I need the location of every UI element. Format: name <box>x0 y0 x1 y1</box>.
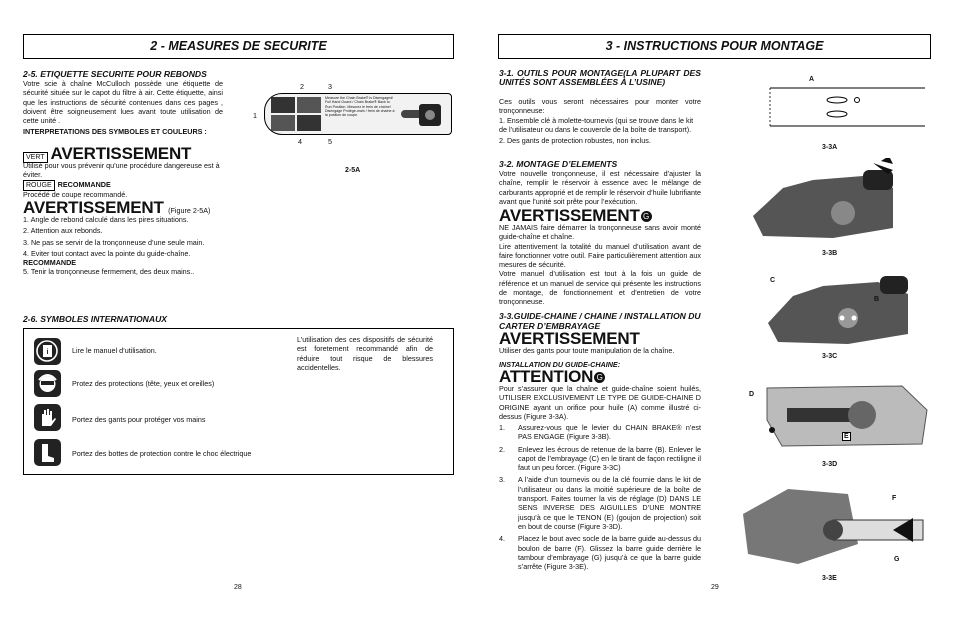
list-item: 1. Ensemble clé à molette-tournevis (qui se trouve dans le kit de l’utilisateur ou dans le couvercle de la boîte de transport). <box>499 116 694 135</box>
symbol-text-protection: Protez des protections (tête, yeux et oreilles) <box>72 379 215 388</box>
recommande-heading: RECOMMANDE <box>23 258 77 267</box>
installation-steps <box>499 423 701 571</box>
kickback-label-figure <box>252 78 454 158</box>
figure-number-3: 3 <box>328 82 332 91</box>
manual-icon <box>34 338 61 365</box>
section-2-6-title: 2-6. SYMBOLES INTERNATIONAUX <box>23 314 168 324</box>
label-f: F <box>892 495 897 502</box>
figure-number-1: 1 <box>253 111 257 120</box>
install-title: INSTALLATION DU GUIDE-CHAINE: <box>499 360 621 369</box>
label-a: A <box>809 76 815 83</box>
figure-3-3e <box>738 484 933 570</box>
symbols-note: L’utilisation des ces dispositifs de sécurité est foretement recommandé afin de réduire tout risque de blessures accidentelles. <box>297 335 433 372</box>
section-3-1-title: 3-1. OUTILS POUR MONTAGE(LA PLUPART DES UNITÉS SONT ASSEMBLÉES À L’USINE) <box>499 68 701 87</box>
attention-text: ATTENTION <box>499 367 594 386</box>
rouge-tag: ROUGE <box>23 180 55 191</box>
figure-3-3c <box>758 268 928 348</box>
vert-tag: VERT <box>23 152 48 163</box>
section-3-3-title: 3-3.GUIDE-CHAINE / CHAINE / INSTALLATION DU CARTER D’EMBRAYAGE <box>499 311 701 331</box>
label-e: E <box>844 433 849 440</box>
avertissement-heading-3: AVERTISSEMENT <box>499 206 640 225</box>
chainsaw-illustration-b <box>743 158 933 246</box>
list-item: 2. Attention aux rebonds. <box>23 226 103 236</box>
figure-3-3a <box>765 78 930 138</box>
label-b: B <box>874 296 880 303</box>
figure-number-5: 5 <box>328 137 332 146</box>
chainsaw-icon <box>399 98 449 132</box>
label-c: C <box>770 277 776 284</box>
section-3-1-list <box>499 116 701 145</box>
section-2-5-title: 2-5. ETIQUETTE SECURITE POUR REBONDS <box>23 69 207 79</box>
interpretation-title: INTERPRETATIONS DES SYMBOLES ET COULEURS : <box>23 127 207 136</box>
avertissement-g-p2: Lire attentivement la totalité du manuel d’utilisation avant de faire fonctionner votre outil. Faire particulièrement attention aux mesures de sécurité. <box>499 241 701 270</box>
figure-3-3b-caption: 3-3B <box>822 250 838 257</box>
avertissement-list <box>23 215 253 258</box>
rouge-label: RECOMMANDE <box>57 180 111 189</box>
section-3-2-paragraph: Votre nouvelle tronçonneuse, il est nécessaire d’ajuster la chaîne, remplir le réservoir à essence avec le mélange de carburants approprié et de remplir le réservoir d’huile lubrifiante avant que l’unité soit prête pour l’exécution. <box>499 169 701 206</box>
safety-label <box>264 93 452 135</box>
step-4: 4. Placez le bout avec socle de la barre guide au-dessus du boulon de barre (F). Glissez la barre guide derrière le tambour d’embrayage (G) jusqu’à ce que la barre guide s’arrête (Figure 3-3E). <box>499 534 701 572</box>
label-pictograms <box>271 97 321 131</box>
avertissement-heading: AVERTISSEMENT <box>50 144 192 163</box>
symbol-text-boots: Portez des bottes de protection contre le choc électrique <box>72 449 252 458</box>
label-g: G <box>894 556 900 563</box>
list-item: 4. Eviter tout contact avec la pointe du guide-chaîne. <box>23 248 191 258</box>
left-page-number: 28 <box>234 584 242 591</box>
figure-3-3a-caption: 3-3A <box>822 144 838 151</box>
step-1: 1. Assurez-vous que le levier du CHAIN BRAKE® n’est PAS ENGAGE (Figure 3-3B). <box>499 423 701 442</box>
figure-3-3d-caption: 3-3D <box>822 461 838 468</box>
symbol-text-gloves: Portez des gants pour protéger vos mains <box>72 415 206 424</box>
figure-reference: (Figure 2-5A) <box>168 206 211 215</box>
svg-text:i: i <box>46 349 49 356</box>
head-protection-icon <box>34 370 61 397</box>
g-warning-icon: G <box>641 211 652 222</box>
guide-bar-illustration <box>765 78 930 138</box>
figure-number-2: 2 <box>300 82 304 91</box>
symbol-text-manual: Lire le manuel d’utilisation. <box>72 346 157 355</box>
symbols-table <box>23 328 454 475</box>
right-page-header: 3 - INSTRUCTIONS POUR MONTAGE <box>498 34 931 59</box>
list-item: 1. Angle de rebond calculé dans les pires situations. <box>23 215 189 224</box>
step-3: 3. A l’aide d’un tournevis ou de la clé fournie dans le kit de l’utilisateur ou dans la moitié supérieure de la boîte de transport. Faites tourner la vis de réglage (D) DANS LE SENS INVERSE DES AIGUILLES D’UNE MONTRE jusqu’à ce que le TENON (E) (goujon de projection) soit en bout de course (Figure 3-3D). <box>499 475 701 531</box>
figure-2-5a-caption: 2-5A <box>345 167 361 174</box>
gloves-icon <box>34 404 61 431</box>
recommande-item: 5. Tenir la tronçonneuse fermement, des deux mains.. <box>23 267 195 276</box>
avertissement-g-p3: Votre manuel d’utilisation est tout à la fois un guide de référence et un manuel de service qui présente les instructions de montage, de fonctionnement et d’entretien de votre tronçonneuse. <box>499 269 701 307</box>
figure-3-3b <box>743 158 933 246</box>
rouge-description: Procédé de coupe recommandé. <box>23 190 128 199</box>
vert-description: Utilisé pour vous prévenir qu’une procédure dangereuse est à éviter. <box>23 161 220 180</box>
list-item: 3. Ne pas se servir de la tronçonneuse d’une seule main. <box>23 237 205 247</box>
section-3-2-title: 3-2. MONTAGE D’ELEMENTS <box>499 159 618 169</box>
chainsaw-illustration-c <box>758 268 928 348</box>
avertissement-gloves-text: Utiliser des gants pour toute manipulation de la chaîne. <box>499 346 675 355</box>
left-page-header: 2 - MEASURES DE SECURITE <box>23 34 454 59</box>
label-d: D <box>749 391 755 398</box>
list-item: 2. Des gants de protection robustes, non inclus. <box>499 135 651 145</box>
right-page-number: 29 <box>711 584 719 591</box>
label-text: Measure the Chain Brake® is Disengaged! Full Hand Guard / Chain Brake® Back to Run Position. Mesurez le frein de chaîne! Disengage Protège-main / frein de chaîne à la position de coupe. <box>325 96 395 118</box>
avertissement-g-text <box>499 223 701 307</box>
avertissement-heading-2: AVERTISSEMENT <box>23 198 164 217</box>
section-2-5-paragraph: Votre scie à chaîne McCulloch possède une étiquette de sécurité située sur le capot du filtre à air. Cette étiquette, ainsi que les instructions de sécurité contenues dans ces pages , doivent être soigneusement lues avant toute utilisation de cette unité . <box>23 79 223 126</box>
section-3-1-paragraph: Ces outils vous seront nécessaires pour monter votre tronçonneuse: <box>499 97 701 116</box>
figure-3-3e-caption: 3-3E <box>822 575 837 582</box>
figure-3-3c-caption: 3-3C <box>822 353 838 360</box>
figure-number-4: 4 <box>298 137 302 146</box>
step-2: 2. Enlevez les écrous de retenue de la barre (B). Enlever le capot de l’embrayage (C) en le tirant de façon rectiligne il faut un peu forcer. (Figure 3-3C) <box>499 444 701 473</box>
boots-icon <box>34 439 61 466</box>
bar-installation-illustration <box>738 484 933 570</box>
avertissement-heading-4: AVERTISSEMENT <box>499 329 640 348</box>
g-attention-icon: G <box>594 372 605 383</box>
attention-paragraph: Pour s’assurer que la chaîne et guide-chaîne soient huilés, UTILISER EXCLUSIVEMENT LE TYPE DE GUIDE-CHAINE D ORIGINE ayant un orifice pour huile (A) comme illustré ci-dessus (Figure 3-3A). <box>499 384 701 421</box>
avertissement-g-p1: NE JAMAIS faire démarrer la tronçonneuse sans avoir monté guide-chaîne et chaîne. <box>499 223 701 242</box>
